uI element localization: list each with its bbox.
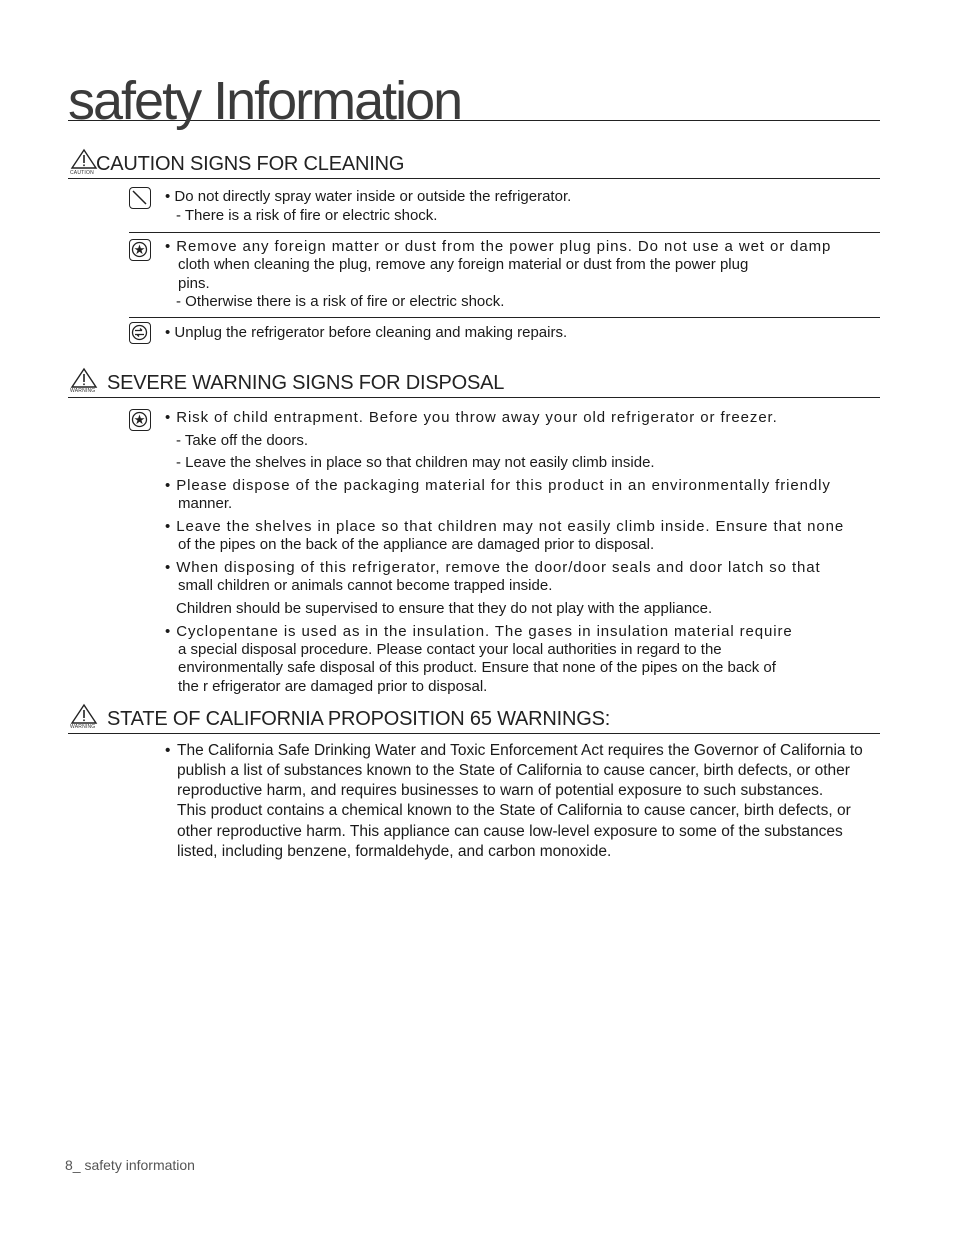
divider	[129, 232, 880, 233]
mandatory-star-icon	[129, 409, 151, 431]
page-title-bar	[68, 66, 880, 131]
unplug-icon	[129, 322, 151, 344]
disposal-line-13: environmentally safe disposal of this product. Ensure that none of the pipes on the back of	[178, 659, 776, 676]
disposal-line-4: • Please dispose of the packaging material for this product in an environmentally friendly	[165, 477, 831, 494]
prop65-line-2: publish a list of substances known to the State of California to cause cancer, birth defects, or other	[177, 762, 850, 779]
section-header-prop65	[68, 703, 880, 734]
disposal-line-12: a special disposal procedure. Please contact your local authorities in regard to the	[178, 641, 722, 658]
disposal-line-2: - Take off the doors.	[176, 432, 309, 449]
warning-badge-label: WARNING	[70, 388, 96, 394]
cleaning-item-2-line-2: cloth when cleaning the plug, remove any foreign material or dust from the power plug	[178, 256, 749, 273]
section-header-disposal	[68, 367, 880, 398]
caution-badge-label: CAUTION	[70, 170, 94, 176]
section-title-prop65: STATE OF CALIFORNIA PROPOSITION 65 WARNINGS:	[107, 708, 611, 730]
cleaning-item-2-line-4: - Otherwise there is a risk of fire or electric shock.	[176, 293, 505, 310]
mandatory-star-icon	[129, 239, 151, 261]
cleaning-item-3-line-1: • Unplug the refrigerator before cleaning and making repairs.	[165, 324, 568, 341]
disposal-line-7: of the pipes on the back of the appliance are damaged prior to disposal.	[178, 536, 655, 553]
divider	[129, 317, 880, 318]
cleaning-item-1-line-2: - There is a risk of fire or electric shock.	[176, 207, 438, 224]
section-title-cleaning: CAUTION SIGNS FOR CLEANING	[96, 153, 405, 175]
disposal-line-14: the r efrigerator are damaged prior to disposal.	[178, 678, 488, 695]
prohibition-icon	[129, 187, 151, 209]
warning-badge-label: WARNING	[70, 724, 96, 730]
cleaning-item-2-line-1: • Remove any foreign matter or dust from the power plug pins. Do not use a wet or damp	[165, 238, 832, 255]
disposal-line-10: Children should be supervised to ensure that they do not play with the appliance.	[176, 600, 713, 617]
section-header-cleaning	[68, 148, 880, 179]
section-title-disposal: SEVERE WARNING SIGNS FOR DISPOSAL	[107, 372, 505, 394]
disposal-line-11: • Cyclopentane is used as in the insulation. The gases in insulation material require	[165, 623, 793, 640]
disposal-line-3: - Leave the shelves in place so that children may not easily climb inside.	[176, 454, 655, 471]
warning-triangle-icon	[70, 703, 100, 733]
prop65-line-1: The California Safe Drinking Water and Toxic Enforcement Act requires the Governor of California to	[177, 742, 863, 759]
warning-triangle-icon	[70, 367, 100, 397]
prop65-bullet: •	[165, 742, 171, 759]
disposal-line-1: • Risk of child entrapment. Before you throw away your old refrigerator or freezer.	[165, 409, 778, 426]
disposal-line-8: • When disposing of this refrigerator, remove the door/door seals and door latch so that	[165, 559, 821, 576]
cleaning-item-2-line-3: pins.	[178, 275, 210, 292]
prop65-line-6: listed, including benzene, formaldehyde, and carbon monoxide.	[177, 843, 612, 860]
cleaning-item-1-line-1: • Do not directly spray water inside or outside the refrigerator.	[165, 188, 572, 205]
disposal-line-6: • Leave the shelves in place so that children may not easily climb inside. Ensure that none	[165, 518, 845, 535]
page-footer: 8_ safety information	[65, 1157, 195, 1173]
prop65-line-5: other reproductive harm. This appliance can cause low-level exposure to some of the substances	[177, 823, 843, 840]
disposal-line-5: manner.	[178, 495, 233, 512]
prop65-line-4: This product contains a chemical known to the State of California to cause cancer, birth defects, or	[177, 802, 851, 819]
disposal-line-9: small children or animals cannot become trapped inside.	[178, 577, 553, 594]
prop65-line-3: reproductive harm, and requires businesses to warn of potential exposure to such substances.	[177, 782, 824, 799]
page-title: safety Information	[68, 71, 462, 131]
